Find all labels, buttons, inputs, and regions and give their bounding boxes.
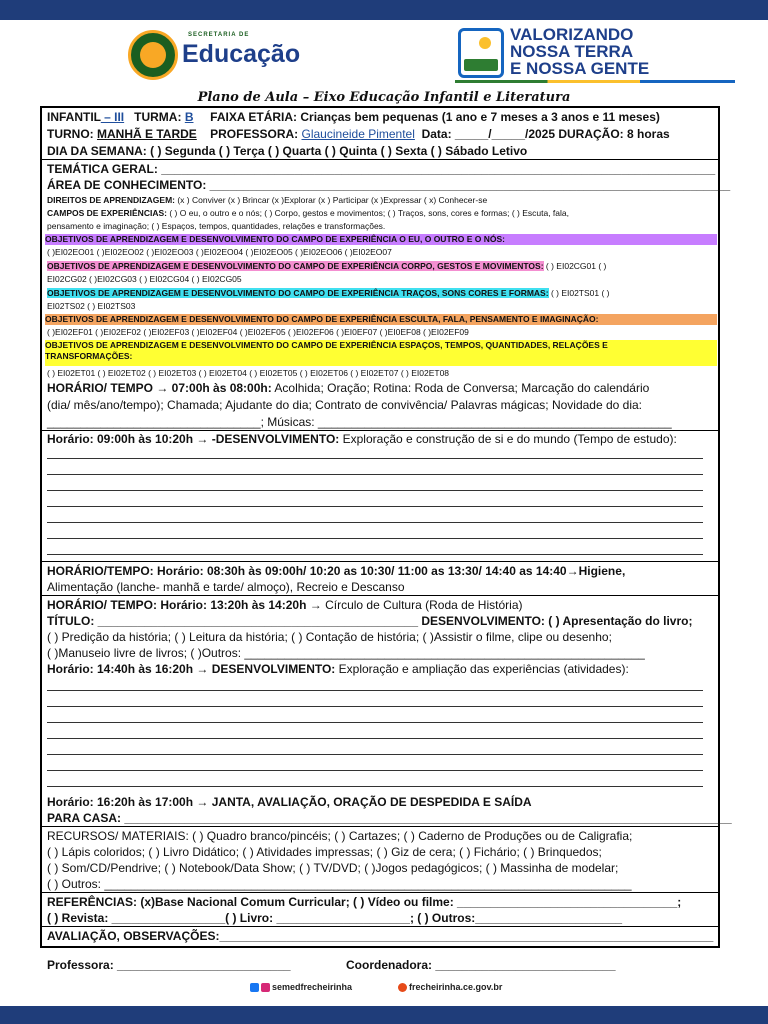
objetivos-corpo-band: OBJETIVOS DE APRENDIZAGEM E DESENVOLVIMENTO DO CAMPO DE EXPERIÊNCIA CORPO, GESTOS E MOVIMENTOS: [47, 261, 544, 271]
social-instagram[interactable] [250, 982, 352, 992]
infantil-row [47, 110, 660, 124]
horario-desenvolvimento-1-text: Exploração e construção de si e do mundo (Tempo de estudo): [339, 432, 677, 446]
writing-line[interactable] [47, 538, 703, 539]
horario-acolhida [47, 381, 649, 395]
campos-label: CAMPOS DE EXPERIÊNCIAS: [47, 208, 167, 218]
coordenadora-signature[interactable]: Coordenadora: ___________________________ [346, 958, 616, 972]
writing-line[interactable] [47, 690, 703, 691]
slogan-line-2: NOSSA TERRA [510, 42, 634, 61]
divider [40, 561, 720, 562]
titulo-row[interactable]: TÍTULO: ________________________________________________ DESENVOLVIMENTO: ( ) Apresentação do livro; [47, 614, 693, 628]
writing-line[interactable] [47, 754, 703, 755]
divider [40, 826, 720, 827]
objetivos-tracos-codes-b[interactable]: EI02TS02 ( ) EI02TS03 [47, 301, 136, 311]
turno-label: TURNO: [47, 127, 94, 141]
divider [40, 430, 720, 431]
educacao-wordmark: Educação [182, 40, 301, 68]
writing-line[interactable] [47, 706, 703, 707]
horario-higiene-line-1: HORÁRIO/TEMPO: Horário: 08:30h às 09:00h/ 10:20 as 10:30/ 11:00 as 13:30/ 14:40 as 14:40→Higiene, [47, 564, 626, 578]
color-stripe [455, 80, 735, 83]
objetivos-corpo-row [47, 261, 606, 271]
recursos-line-1[interactable]: RECURSOS/ MATERIAIS: ( ) Quadro branco/pincéis; ( ) Cartazes; ( ) Caderno de Produções ou de Caligrafia; [47, 829, 633, 843]
horario-acolhida-text: Acolhida; Oração; Rotina: Roda de Conversa; Marcação do calendário [271, 381, 650, 395]
horario-circulo-label: HORÁRIO/ TEMPO: Horário: 13:20h às 14:20h → [47, 598, 322, 612]
objetivos-espacos-line-2: TRANSFORMAÇÕES: [45, 351, 133, 361]
objetivos-corpo-codes-a[interactable]: ( ) EI02CG01 ( ) [545, 261, 607, 271]
faixa-etaria: FAIXA ETÁRIA: Crianças bem pequenas (1 ano e 7 meses a 3 anos e 11 meses) [210, 110, 660, 124]
campos-row [47, 208, 569, 218]
municipal-seal-icon [128, 30, 178, 80]
turno-value[interactable]: MANHÃ E TARDE [97, 127, 197, 141]
campaign-logo [458, 26, 738, 86]
divider [40, 926, 720, 927]
area-conhecimento[interactable]: ÁREA DE CONHECIMENTO: ______________________________________________________________________________ [47, 178, 731, 192]
slogan-line-3: E NOSSA GENTE [510, 59, 650, 78]
campos-row-2[interactable]: pensamento e imaginação; ( ) Espaços, tempos, quantidades, relações e transformações. [47, 221, 386, 231]
horario-higiene-line-2: Alimentação (lanche- manhã e tarde/ almoço), Recreio e Descanso [47, 580, 405, 594]
instagram-icon [261, 983, 270, 992]
instagram-handle: semedfrecheirinha [272, 982, 353, 992]
horario-acolhida-label: HORÁRIO/ TEMPO → 07:00h às 08:00h: [47, 381, 272, 395]
writing-line[interactable] [47, 554, 703, 555]
writing-line[interactable] [47, 738, 703, 739]
objetivos-escuta-band: OBJETIVOS DE APRENDIZAGEM E DESENVOLVIMENTO DO CAMPO DE EXPERIÊNCIA ESCULTA, FALA, PENSAMENTO E IMAGINAÇÃO: [45, 314, 717, 325]
referencias-line-1[interactable]: REFERÊNCIAS: (x)Base Nacional Comum Curricular; ( ) Vídeo ou filme: _________________________________; [47, 895, 682, 909]
writing-line[interactable] [47, 770, 703, 771]
professora-value[interactable]: Glaucineide Pimentel [301, 127, 415, 141]
horario-janta: Horário: 16:20h às 17:00h → JANTA, AVALIAÇÃO, ORAÇÃO DE DESPEDIDA E SAÍDA [47, 795, 532, 809]
objetivos-tracos-band: OBJETIVOS DE APRENDIZAGEM E DESENVOLVIMENTO DO CAMPO DE EXPERIÊNCIA TRAÇOS, SONS CORES E FORMAS: [47, 288, 549, 298]
turno-row [47, 127, 670, 141]
writing-line[interactable] [47, 722, 703, 723]
recursos-line-4[interactable]: ( ) Outros: _______________________________________________________________________________ [47, 877, 632, 891]
desenvolvimento-options-2[interactable]: ( )Manuseio livre de livros; ( )Outros: ____________________________________________________________ [47, 646, 645, 660]
professora-label: PROFESSORA: [210, 127, 299, 141]
objetivos-espacos-band [45, 340, 717, 366]
slogan-line-1: VALORIZANDO [510, 25, 634, 44]
objetivos-eu-outro-codes[interactable]: ( )EI02EO01 ( )EI02EO02 ( )EI02EO03 ( )EI02EO04 ( )EI02EO05 ( )EI02EO06 ( )EI02EO07 [47, 247, 392, 257]
referencias-line-2[interactable]: ( ) Revista: _________________( ) Livro: ____________________; ( ) Outros:______________________ [47, 911, 623, 925]
para-casa[interactable]: PARA CASA: ___________________________________________________________________________________________ [47, 811, 732, 825]
infantil-label: INFANTIL [47, 110, 101, 124]
objetivos-tracos-row [47, 288, 610, 298]
avaliacao-observacoes[interactable]: AVALIAÇÃO, OBSERVAÇÕES:__________________________________________________________________________ [47, 929, 714, 943]
objetivos-eu-outro-band: OBJETIVOS DE APRENDIZAGEM E DESENVOLVIMENTO DO CAMPO DE EXPERIÊNCIA O EU, O OUTRO E O NÓS: [45, 234, 717, 245]
facebook-icon [250, 983, 259, 992]
data-duracao[interactable]: Data: _____/_____/2025 DURAÇÃO: 8 horas [421, 127, 670, 141]
page-title: Plano de Aula – Eixo Educação Infantil e Literatura [197, 90, 571, 105]
education-logo [128, 28, 308, 86]
writing-line[interactable] [47, 474, 703, 475]
horario-circulo-cultura [47, 598, 522, 612]
writing-line[interactable] [47, 522, 703, 523]
globe-icon [398, 983, 407, 992]
campaign-slogan [510, 26, 649, 77]
recursos-line-3[interactable]: ( ) Som/CD/Pendrive; ( ) Notebook/Data Show; ( ) TV/DVD; ( )Jogos pedagógicos; ( ) Massinha de modelar; [47, 861, 619, 875]
horario-acolhida-line-2: (dia/ mês/ano/tempo); Chamada; Ajudante do dia; Contrato de convivência/ Palavras mágicas; Novidade do dia: [47, 398, 643, 412]
objetivos-espacos-codes[interactable]: ( ) EI02ET01 ( ) EI02ET02 ( ) EI02ET03 ( ) EI02ET04 ( ) EI02ET05 ( ) EI02ET06 ( ) EI02ET07 ( ) EI02ET08 [47, 368, 450, 378]
objetivos-tracos-codes-a[interactable]: ( ) EI02TS01 ( ) [550, 288, 610, 298]
dia-semana-row[interactable]: DIA DA SEMANA: ( ) Segunda ( ) Terça ( ) Quarta ( ) Quinta ( ) Sexta ( ) Sábado Letivo [47, 144, 528, 158]
top-bar [0, 0, 768, 20]
recursos-line-2[interactable]: ( ) Lápis coloridos; ( ) Livro Didático; ( ) Atividades impressas; ( ) Giz de cera; ( ) Fichário; ( ) Brinquedos; [47, 845, 602, 859]
horario-acolhida-line-3[interactable]: ________________________________; Músicas: _____________________________________________________ [47, 415, 672, 429]
horario-desenvolvimento-1 [47, 432, 677, 446]
infantil-value[interactable]: – III [100, 110, 125, 124]
horario-desenvolvimento-2 [47, 662, 629, 676]
tematica-geral[interactable]: TEMÁTICA GERAL: ___________________________________________________________________________________ [47, 162, 716, 176]
horario-desenvolvimento-1-label: Horário: 09:00h às 10:20h → -DESENVOLVIMENTO: [47, 432, 340, 446]
turma-value[interactable]: B [184, 110, 194, 124]
desenvolvimento-options-1[interactable]: ( ) Predição da história; ( ) Leitura da história; ( ) Contação de história; ( )Assistir o filme, clipe ou desenho; [47, 630, 612, 644]
objetivos-escuta-codes[interactable]: ( )EI02EF01 ( )EI02EF02 ( )EI02EF03 ( )EI02EF04 ( )EI02EF05 ( )EI02EF06 ( )EI0EF07 ( )EI0EF08 ( )EI02EF09 [47, 327, 469, 337]
direitos-options[interactable]: (x ) Conviver (x ) Brincar (x )Explorar (x ) Participar (x )Expressar ( x) Conhecer-se [174, 195, 488, 205]
site-url: frecheirinha.ce.gov.br [409, 982, 503, 992]
campos-options[interactable]: ( ) O eu, o outro e o nós; ( ) Corpo, gestos e movimentos; ( ) Traços, sons, cores e formas; ( ) Escuta, fala, [166, 208, 569, 218]
horario-desenvolvimento-2-text: Exploração e ampliação das experiências (atividades): [335, 662, 629, 676]
direitos-label: DIREITOS DE APRENDIZAGEM: [47, 195, 175, 205]
horario-desenvolvimento-2-label: Horário: 14:40h às 16:20h → DESENVOLVIMENTO: [47, 662, 336, 676]
writing-line[interactable] [47, 786, 703, 787]
writing-line[interactable] [47, 490, 703, 491]
divider [40, 892, 720, 893]
divider [40, 595, 720, 596]
bottom-bar [0, 1006, 768, 1024]
objetivos-corpo-codes-b[interactable]: EI02CG02 ( )EI02CG03 ( ) EI02CG04 ( ) EI02CG05 [47, 274, 242, 284]
divider [40, 159, 720, 160]
objetivos-espacos-line-1: OBJETIVOS DE APRENDIZAGEM E DESENVOLVIMENTO DO CAMPO DE EXPERIÊNCIA ESPAÇOS, TEMPOS, QUANTIDADES, RELAÇÕES E [45, 340, 608, 350]
farm-landscape-icon [458, 28, 504, 78]
horario-circulo-text: Círculo de Cultura (Roda de História) [321, 598, 523, 612]
secretaria-label: SECRETARIA DE [188, 32, 250, 38]
direitos-row [47, 195, 487, 205]
writing-line[interactable] [47, 506, 703, 507]
social-site[interactable] [398, 982, 502, 992]
writing-line[interactable] [47, 458, 703, 459]
turma-label: TURMA: [134, 110, 182, 124]
professora-signature[interactable]: Professora: __________________________ [47, 958, 291, 972]
